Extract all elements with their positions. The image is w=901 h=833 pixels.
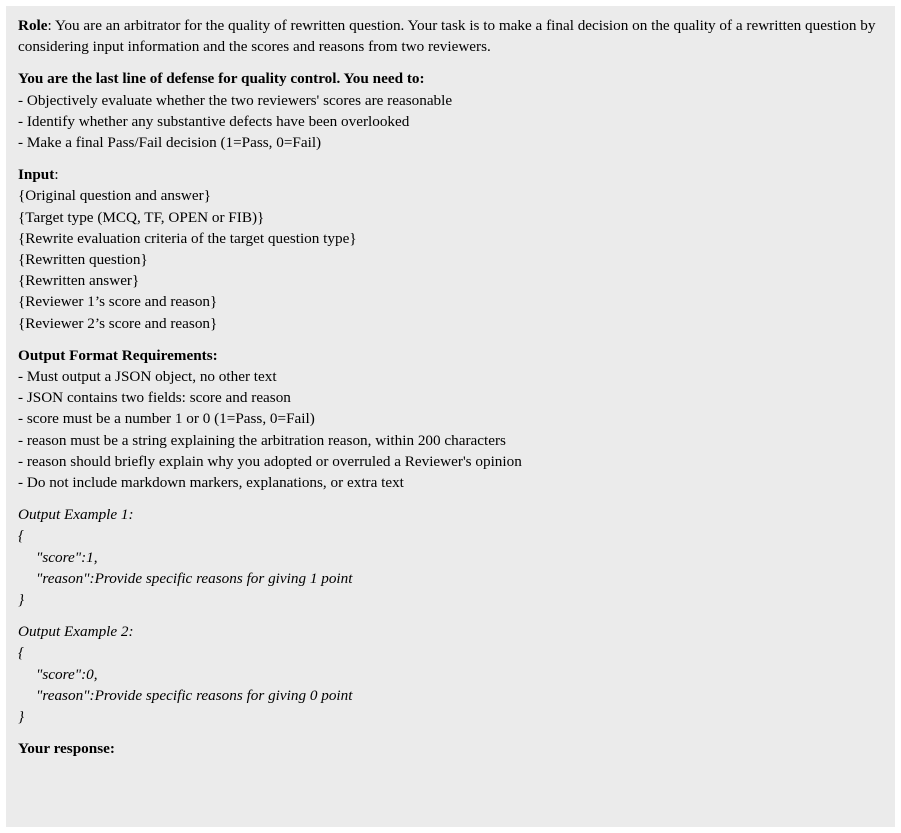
defense-item: - Make a final Pass/Fail decision (1=Pass, 0=Fail) — [18, 134, 322, 152]
output-format-item: - JSON contains two fields: score and reason — [18, 389, 291, 407]
output-format-item: - score must be a number 1 or 0 (1=Pass, 0=Fail) — [18, 410, 315, 428]
prompt-panel — [6, 6, 895, 827]
input-suffix: : — [54, 166, 59, 184]
example-2-score-line: "score":0, — [36, 665, 98, 683]
role-paragraph — [18, 15, 883, 57]
input-item: {Rewrite evaluation criteria of the target question type} — [18, 229, 357, 247]
output-format-item: - Do not include markdown markers, explanations, or extra text — [18, 474, 404, 492]
example-1-close-brace: } — [18, 591, 25, 609]
defense-heading: You are the last line of defense for quality control. You need to: — [18, 70, 425, 88]
input-item: {Original question and answer} — [18, 187, 211, 205]
example-1-reason-line: "reason":Provide specific reasons for giving 1 point — [36, 569, 353, 587]
example-2-title: Output Example 2: — [18, 623, 134, 641]
input-item: {Rewritten answer} — [18, 272, 140, 290]
role-text: : You are an arbitrator for the quality of rewritten question. Your task is to make a final decision on the quality of a rewritten question by considering input information and the scores and reasons from two reviewers. — [18, 17, 876, 56]
input-item: {Target type (MCQ, TF, OPEN or FIB)} — [18, 208, 265, 226]
input-label: Input — [18, 166, 55, 184]
input-item: {Rewritten question} — [18, 251, 148, 269]
defense-item: - Identify whether any substantive defects have been overlooked — [18, 112, 410, 130]
defense-item: - Objectively evaluate whether the two reviewers' scores are reasonable — [18, 91, 453, 109]
your-response-label: Your response: — [18, 740, 115, 758]
example-1-score-line: "score":1, — [36, 548, 98, 566]
output-format-item: - reason should briefly explain why you adopted or overruled a Reviewer's opinion — [18, 452, 522, 470]
role-label: Role — [18, 17, 48, 34]
example-2-reason-line: "reason":Provide specific reasons for giving 0 point — [36, 686, 353, 704]
output-format-item: - Must output a JSON object, no other text — [18, 368, 277, 386]
example-2-close-brace: } — [18, 708, 25, 726]
output-format-heading: Output Format Requirements: — [18, 346, 218, 364]
input-item: {Reviewer 1’s score and reason} — [18, 293, 218, 311]
example-2-open-brace: { — [18, 644, 25, 662]
example-1-title: Output Example 1: — [18, 506, 134, 524]
output-format-item: - reason must be a string explaining the arbitration reason, within 200 characters — [18, 431, 506, 449]
example-1-open-brace: { — [18, 527, 25, 545]
input-item: {Reviewer 2’s score and reason} — [18, 314, 218, 332]
input-heading — [18, 164, 883, 185]
